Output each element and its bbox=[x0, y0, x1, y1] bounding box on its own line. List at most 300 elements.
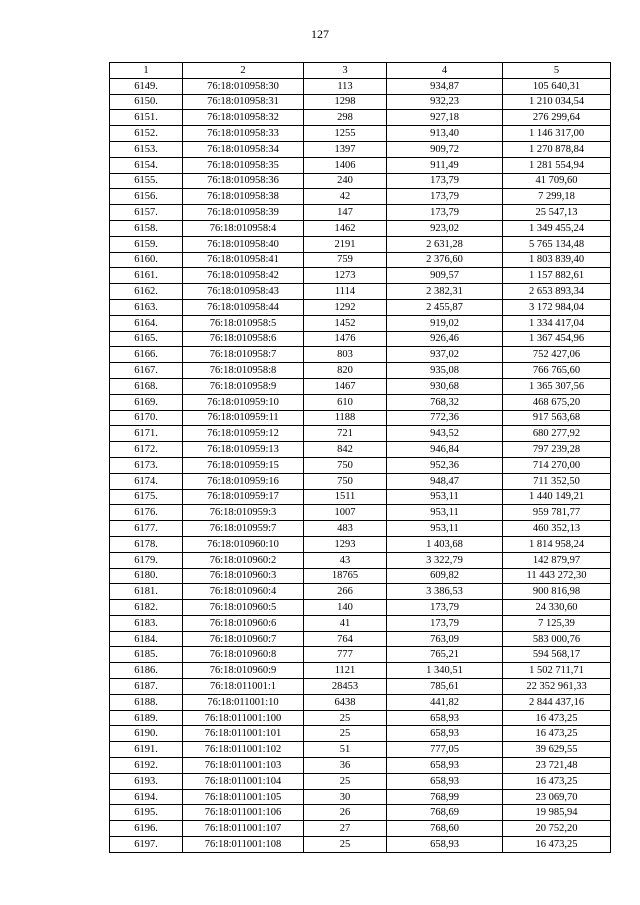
table-cell: 6163. bbox=[110, 299, 183, 315]
table-cell: 6182. bbox=[110, 600, 183, 616]
table-row bbox=[110, 694, 611, 710]
table-row bbox=[110, 347, 611, 363]
table-cell: 6188. bbox=[110, 694, 183, 710]
table-cell: 76:18:011001:101 bbox=[183, 726, 304, 742]
table-cell: 1 157 882,61 bbox=[503, 268, 611, 284]
table-cell: 658,93 bbox=[387, 758, 503, 774]
table-cell: 76:18:010958:32 bbox=[183, 110, 304, 126]
table-cell: 173,79 bbox=[387, 205, 503, 221]
table-cell: 76:18:010960:7 bbox=[183, 631, 304, 647]
table-row bbox=[110, 726, 611, 742]
table-cell: 6165. bbox=[110, 331, 183, 347]
table-cell: 76:18:010958:6 bbox=[183, 331, 304, 347]
table-cell: 6193. bbox=[110, 773, 183, 789]
table-cell: 76:18:010958:4 bbox=[183, 220, 304, 236]
table-cell: 76:18:010960:6 bbox=[183, 615, 304, 631]
table-cell: 7 299,18 bbox=[503, 189, 611, 205]
table-cell: 6168. bbox=[110, 378, 183, 394]
table-cell: 1 814 958,24 bbox=[503, 536, 611, 552]
table-cell: 41 709,60 bbox=[503, 173, 611, 189]
table-cell: 76:18:011001:107 bbox=[183, 821, 304, 837]
table-cell: 1452 bbox=[304, 315, 387, 331]
table-cell: 76:18:010959:17 bbox=[183, 489, 304, 505]
table-cell: 6438 bbox=[304, 694, 387, 710]
table-cell: 2 382,31 bbox=[387, 284, 503, 300]
table-cell: 19 985,94 bbox=[503, 805, 611, 821]
table-cell: 25 bbox=[304, 837, 387, 853]
table-cell: 26 bbox=[304, 805, 387, 821]
table-cell: 768,32 bbox=[387, 394, 503, 410]
table-cell: 76:18:011001:100 bbox=[183, 710, 304, 726]
table-cell: 20 752,20 bbox=[503, 821, 611, 837]
table-row bbox=[110, 789, 611, 805]
table-cell: 6161. bbox=[110, 268, 183, 284]
table-row bbox=[110, 489, 611, 505]
table-cell: 28453 bbox=[304, 679, 387, 695]
table-cell: 76:18:010960:5 bbox=[183, 600, 304, 616]
table-cell: 6174. bbox=[110, 473, 183, 489]
table-row bbox=[110, 521, 611, 537]
table-cell: 6156. bbox=[110, 189, 183, 205]
table-cell: 1 349 455,24 bbox=[503, 220, 611, 236]
table-cell: 1292 bbox=[304, 299, 387, 315]
table-cell: 1462 bbox=[304, 220, 387, 236]
table-cell: 76:18:010958:30 bbox=[183, 78, 304, 94]
table-row bbox=[110, 442, 611, 458]
table-row bbox=[110, 363, 611, 379]
table-cell: 842 bbox=[304, 442, 387, 458]
table-cell: 76:18:010958:7 bbox=[183, 347, 304, 363]
table-row bbox=[110, 173, 611, 189]
table-cell: 25 547,13 bbox=[503, 205, 611, 221]
table-cell: 6171. bbox=[110, 426, 183, 442]
table-cell: 16 473,25 bbox=[503, 773, 611, 789]
table-cell: 76:18:010958:9 bbox=[183, 378, 304, 394]
table-cell: 6151. bbox=[110, 110, 183, 126]
table-cell: 76:18:011001:105 bbox=[183, 789, 304, 805]
table-row bbox=[110, 552, 611, 568]
table-cell: 6191. bbox=[110, 742, 183, 758]
table-cell: 3 386,53 bbox=[387, 584, 503, 600]
table-cell: 952,36 bbox=[387, 457, 503, 473]
table-cell: 76:18:011001:1 bbox=[183, 679, 304, 695]
table-cell: 76:18:010960:10 bbox=[183, 536, 304, 552]
table-row bbox=[110, 505, 611, 521]
table-cell: 759 bbox=[304, 252, 387, 268]
table-cell: 25 bbox=[304, 726, 387, 742]
table-cell: 16 473,25 bbox=[503, 726, 611, 742]
table-cell: 6149. bbox=[110, 78, 183, 94]
table-cell: 934,87 bbox=[387, 78, 503, 94]
table-cell: 173,79 bbox=[387, 189, 503, 205]
table-cell: 711 352,50 bbox=[503, 473, 611, 489]
table-row bbox=[110, 110, 611, 126]
table-row bbox=[110, 473, 611, 489]
table-cell: 1 365 307,56 bbox=[503, 378, 611, 394]
table-cell: 1 367 454,96 bbox=[503, 331, 611, 347]
table-cell: 797 239,28 bbox=[503, 442, 611, 458]
table-cell: 1273 bbox=[304, 268, 387, 284]
table-cell: 777 bbox=[304, 647, 387, 663]
table-cell: 658,93 bbox=[387, 837, 503, 853]
table-cell: 76:18:010960:8 bbox=[183, 647, 304, 663]
table-cell: 765,21 bbox=[387, 647, 503, 663]
table-cell: 750 bbox=[304, 473, 387, 489]
table-cell: 6197. bbox=[110, 837, 183, 853]
table-cell: 76:18:010960:9 bbox=[183, 663, 304, 679]
table-row bbox=[110, 299, 611, 315]
table-cell: 6179. bbox=[110, 552, 183, 568]
table-cell: 3 172 984,04 bbox=[503, 299, 611, 315]
table-cell: 610 bbox=[304, 394, 387, 410]
table-row bbox=[110, 805, 611, 821]
table-cell: 768,69 bbox=[387, 805, 503, 821]
table-cell: 1007 bbox=[304, 505, 387, 521]
table-cell: 6172. bbox=[110, 442, 183, 458]
table-cell: 173,79 bbox=[387, 600, 503, 616]
table-cell: 6180. bbox=[110, 568, 183, 584]
table-cell: 714 270,00 bbox=[503, 457, 611, 473]
table-cell: 27 bbox=[304, 821, 387, 837]
table-row bbox=[110, 284, 611, 300]
table-row bbox=[110, 600, 611, 616]
table-cell: 6159. bbox=[110, 236, 183, 252]
table-row bbox=[110, 536, 611, 552]
table-cell: 5 765 134,48 bbox=[503, 236, 611, 252]
table-cell: 76:18:010958:35 bbox=[183, 157, 304, 173]
table-cell: 6178. bbox=[110, 536, 183, 552]
table-cell: 658,93 bbox=[387, 710, 503, 726]
table-row bbox=[110, 394, 611, 410]
table-cell: 22 352 961,33 bbox=[503, 679, 611, 695]
table-cell: 6175. bbox=[110, 489, 183, 505]
table-row bbox=[110, 773, 611, 789]
table-cell: 76:18:010959:12 bbox=[183, 426, 304, 442]
page-number: 127 bbox=[311, 27, 329, 41]
table-cell: 658,93 bbox=[387, 726, 503, 742]
table-cell: 6162. bbox=[110, 284, 183, 300]
table-cell: 932,23 bbox=[387, 94, 503, 110]
table-cell: 911,49 bbox=[387, 157, 503, 173]
table-cell: 76:18:010959:16 bbox=[183, 473, 304, 489]
table-cell: 6170. bbox=[110, 410, 183, 426]
table-cell: 6157. bbox=[110, 205, 183, 221]
table-cell: 25 bbox=[304, 773, 387, 789]
table-cell: 76:18:010959:10 bbox=[183, 394, 304, 410]
table-cell: 2 653 893,34 bbox=[503, 284, 611, 300]
table-cell: 173,79 bbox=[387, 615, 503, 631]
table-row bbox=[110, 410, 611, 426]
table-cell: 1 440 149,21 bbox=[503, 489, 611, 505]
table-cell: 76:18:010958:42 bbox=[183, 268, 304, 284]
table-cell: 36 bbox=[304, 758, 387, 774]
table-cell: 909,57 bbox=[387, 268, 503, 284]
table-row bbox=[110, 631, 611, 647]
table-cell: 76:18:010960:3 bbox=[183, 568, 304, 584]
table-cell: 76:18:010960:2 bbox=[183, 552, 304, 568]
table-cell: 6154. bbox=[110, 157, 183, 173]
table-cell: 1255 bbox=[304, 126, 387, 142]
table-cell: 2 631,28 bbox=[387, 236, 503, 252]
table-cell: 105 640,31 bbox=[503, 78, 611, 94]
table-cell: 752 427,06 bbox=[503, 347, 611, 363]
column-header: 5 bbox=[503, 63, 611, 79]
table-cell: 2 455,87 bbox=[387, 299, 503, 315]
table-row bbox=[110, 189, 611, 205]
table-cell: 147 bbox=[304, 205, 387, 221]
table-cell: 768,99 bbox=[387, 789, 503, 805]
table-cell: 30 bbox=[304, 789, 387, 805]
table-cell: 3 322,79 bbox=[387, 552, 503, 568]
table-cell: 76:18:011001:102 bbox=[183, 742, 304, 758]
table-row bbox=[110, 378, 611, 394]
table-cell: 76:18:010958:33 bbox=[183, 126, 304, 142]
table-cell: 768,60 bbox=[387, 821, 503, 837]
table-cell: 266 bbox=[304, 584, 387, 600]
table-cell: 42 bbox=[304, 189, 387, 205]
table-cell: 6184. bbox=[110, 631, 183, 647]
table-row bbox=[110, 141, 611, 157]
table-row bbox=[110, 615, 611, 631]
table-cell: 16 473,25 bbox=[503, 710, 611, 726]
table-cell: 6166. bbox=[110, 347, 183, 363]
table-cell: 772,36 bbox=[387, 410, 503, 426]
table-cell: 6183. bbox=[110, 615, 183, 631]
table-cell: 41 bbox=[304, 615, 387, 631]
table-cell: 6164. bbox=[110, 315, 183, 331]
table-cell: 76:18:010958:34 bbox=[183, 141, 304, 157]
table-cell: 680 277,92 bbox=[503, 426, 611, 442]
table-cell: 948,47 bbox=[387, 473, 503, 489]
table-cell: 721 bbox=[304, 426, 387, 442]
table-cell: 1293 bbox=[304, 536, 387, 552]
table-cell: 7 125,39 bbox=[503, 615, 611, 631]
table-cell: 609,82 bbox=[387, 568, 503, 584]
table-row bbox=[110, 568, 611, 584]
table-cell: 76:18:010958:44 bbox=[183, 299, 304, 315]
table-cell: 2191 bbox=[304, 236, 387, 252]
table-cell: 953,11 bbox=[387, 489, 503, 505]
table-cell: 926,46 bbox=[387, 331, 503, 347]
table-cell: 6153. bbox=[110, 141, 183, 157]
table-cell: 1114 bbox=[304, 284, 387, 300]
table-cell: 6187. bbox=[110, 679, 183, 695]
table-cell: 763,09 bbox=[387, 631, 503, 647]
table-row bbox=[110, 252, 611, 268]
table-cell: 953,11 bbox=[387, 505, 503, 521]
table-cell: 468 675,20 bbox=[503, 394, 611, 410]
table-cell: 803 bbox=[304, 347, 387, 363]
table-cell: 6173. bbox=[110, 457, 183, 473]
table-cell: 1511 bbox=[304, 489, 387, 505]
table-row bbox=[110, 710, 611, 726]
table-cell: 6189. bbox=[110, 710, 183, 726]
table-cell: 6186. bbox=[110, 663, 183, 679]
table-cell: 6176. bbox=[110, 505, 183, 521]
table-row bbox=[110, 584, 611, 600]
table-cell: 142 879,97 bbox=[503, 552, 611, 568]
table-cell: 777,05 bbox=[387, 742, 503, 758]
table-row bbox=[110, 331, 611, 347]
table-cell: 6177. bbox=[110, 521, 183, 537]
table-cell: 76:18:010958:5 bbox=[183, 315, 304, 331]
table-cell: 6194. bbox=[110, 789, 183, 805]
table-row bbox=[110, 94, 611, 110]
table-cell: 24 330,60 bbox=[503, 600, 611, 616]
table-cell: 76:18:010958:39 bbox=[183, 205, 304, 221]
table-cell: 913,40 bbox=[387, 126, 503, 142]
table-cell: 76:18:010958:40 bbox=[183, 236, 304, 252]
table-cell: 76:18:011001:108 bbox=[183, 837, 304, 853]
table-row bbox=[110, 205, 611, 221]
table-cell: 23 069,70 bbox=[503, 789, 611, 805]
table-cell: 76:18:010958:38 bbox=[183, 189, 304, 205]
table-cell: 1188 bbox=[304, 410, 387, 426]
table-cell: 1397 bbox=[304, 141, 387, 157]
table-cell: 6167. bbox=[110, 363, 183, 379]
table-cell: 917 563,68 bbox=[503, 410, 611, 426]
table-cell: 76:18:010958:41 bbox=[183, 252, 304, 268]
column-header: 4 bbox=[387, 63, 503, 79]
table-cell: 23 721,48 bbox=[503, 758, 611, 774]
table-row bbox=[110, 157, 611, 173]
table-cell: 76:18:011001:10 bbox=[183, 694, 304, 710]
table-cell: 923,02 bbox=[387, 220, 503, 236]
table-cell: 39 629,55 bbox=[503, 742, 611, 758]
table-cell: 1 270 878,84 bbox=[503, 141, 611, 157]
table-row bbox=[110, 679, 611, 695]
table-cell: 766 765,60 bbox=[503, 363, 611, 379]
table-row bbox=[110, 236, 611, 252]
table-cell: 6158. bbox=[110, 220, 183, 236]
table-cell: 900 816,98 bbox=[503, 584, 611, 600]
column-header: 2 bbox=[183, 63, 304, 79]
table-cell: 1476 bbox=[304, 331, 387, 347]
table-cell: 959 781,77 bbox=[503, 505, 611, 521]
table-cell: 953,11 bbox=[387, 521, 503, 537]
table-row bbox=[110, 647, 611, 663]
table-cell: 11 443 272,30 bbox=[503, 568, 611, 584]
table-cell: 1 502 711,71 bbox=[503, 663, 611, 679]
table-cell: 76:18:010958:36 bbox=[183, 173, 304, 189]
table-cell: 583 000,76 bbox=[503, 631, 611, 647]
table-cell: 935,08 bbox=[387, 363, 503, 379]
table-cell: 76:18:010959:13 bbox=[183, 442, 304, 458]
table-cell: 6155. bbox=[110, 173, 183, 189]
table-cell: 937,02 bbox=[387, 347, 503, 363]
table-cell: 76:18:011001:104 bbox=[183, 773, 304, 789]
table-cell: 930,68 bbox=[387, 378, 503, 394]
table-cell: 1 340,51 bbox=[387, 663, 503, 679]
table-cell: 6195. bbox=[110, 805, 183, 821]
table-row bbox=[110, 758, 611, 774]
table-cell: 2 844 437,16 bbox=[503, 694, 611, 710]
table-cell: 6160. bbox=[110, 252, 183, 268]
table-cell: 6192. bbox=[110, 758, 183, 774]
table-row bbox=[110, 268, 611, 284]
table-cell: 76:18:010960:4 bbox=[183, 584, 304, 600]
table-cell: 594 568,17 bbox=[503, 647, 611, 663]
table-cell: 785,61 bbox=[387, 679, 503, 695]
table-cell: 1406 bbox=[304, 157, 387, 173]
table-cell: 76:18:010958:31 bbox=[183, 94, 304, 110]
table-cell: 909,72 bbox=[387, 141, 503, 157]
table-cell: 6185. bbox=[110, 647, 183, 663]
table-cell: 76:18:010958:43 bbox=[183, 284, 304, 300]
table-cell: 76:18:011001:103 bbox=[183, 758, 304, 774]
table-row bbox=[110, 315, 611, 331]
table-cell: 240 bbox=[304, 173, 387, 189]
table-cell: 76:18:010959:7 bbox=[183, 521, 304, 537]
table-cell: 298 bbox=[304, 110, 387, 126]
table-cell: 25 bbox=[304, 710, 387, 726]
table-row bbox=[110, 78, 611, 94]
table-cell: 1 803 839,40 bbox=[503, 252, 611, 268]
table-row bbox=[110, 126, 611, 142]
table-cell: 1 210 034,54 bbox=[503, 94, 611, 110]
table-cell: 43 bbox=[304, 552, 387, 568]
table-cell: 820 bbox=[304, 363, 387, 379]
table-cell: 943,52 bbox=[387, 426, 503, 442]
table-cell: 76:18:010958:8 bbox=[183, 363, 304, 379]
table-cell: 140 bbox=[304, 600, 387, 616]
table-cell: 1 281 554,94 bbox=[503, 157, 611, 173]
table-cell: 76:18:010959:11 bbox=[183, 410, 304, 426]
table-row bbox=[110, 742, 611, 758]
table-cell: 764 bbox=[304, 631, 387, 647]
table-cell: 483 bbox=[304, 521, 387, 537]
data-table bbox=[109, 62, 611, 853]
table-cell: 1467 bbox=[304, 378, 387, 394]
table-row bbox=[110, 457, 611, 473]
table-cell: 1298 bbox=[304, 94, 387, 110]
table-cell: 6150. bbox=[110, 94, 183, 110]
table-cell: 6190. bbox=[110, 726, 183, 742]
table-cell: 1 403,68 bbox=[387, 536, 503, 552]
table-cell: 1121 bbox=[304, 663, 387, 679]
table-body bbox=[110, 78, 611, 852]
table-row bbox=[110, 220, 611, 236]
table-cell: 113 bbox=[304, 78, 387, 94]
table-cell: 2 376,60 bbox=[387, 252, 503, 268]
table-cell: 173,79 bbox=[387, 173, 503, 189]
table-cell: 1 146 317,00 bbox=[503, 126, 611, 142]
table-cell: 6169. bbox=[110, 394, 183, 410]
header-row bbox=[110, 63, 611, 79]
table-row bbox=[110, 821, 611, 837]
table-cell: 460 352,13 bbox=[503, 521, 611, 537]
table-row bbox=[110, 426, 611, 442]
table-cell: 6196. bbox=[110, 821, 183, 837]
table-cell: 6181. bbox=[110, 584, 183, 600]
table-cell: 658,93 bbox=[387, 773, 503, 789]
table-cell: 927,18 bbox=[387, 110, 503, 126]
table-cell: 18765 bbox=[304, 568, 387, 584]
table-cell: 16 473,25 bbox=[503, 837, 611, 853]
table-cell: 51 bbox=[304, 742, 387, 758]
table-cell: 919,02 bbox=[387, 315, 503, 331]
column-header: 3 bbox=[304, 63, 387, 79]
table-cell: 441,82 bbox=[387, 694, 503, 710]
table-row bbox=[110, 837, 611, 853]
table-cell: 946,84 bbox=[387, 442, 503, 458]
column-header: 1 bbox=[110, 63, 183, 79]
table-cell: 76:18:010959:15 bbox=[183, 457, 304, 473]
table-cell: 1 334 417,04 bbox=[503, 315, 611, 331]
table-cell: 76:18:010959:3 bbox=[183, 505, 304, 521]
table-cell: 276 299,64 bbox=[503, 110, 611, 126]
table-cell: 76:18:011001:106 bbox=[183, 805, 304, 821]
